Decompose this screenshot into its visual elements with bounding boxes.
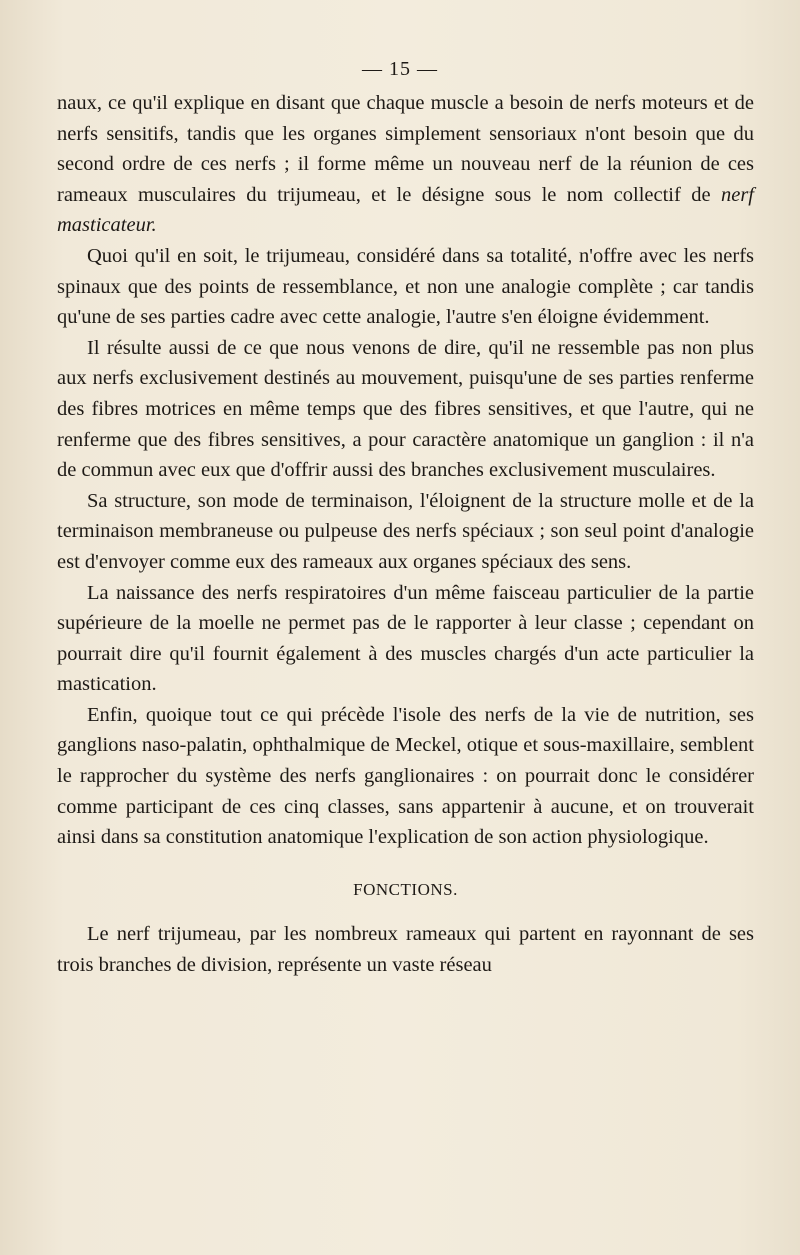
italic-term: nerf masticateur. bbox=[57, 183, 754, 237]
paragraph: Quoi qu'il en soit, le trijumeau, considéré dans sa totalité, n'offre avec les nerfs spinaux que des points de ressemblance, et non une analogie complète ; car tandis qu'une de ses parties cadre avec cette analogie, l'autre s'en éloigne évidemment. bbox=[57, 244, 754, 329]
paragraph: Sa structure, son mode de terminaison, l'éloignent de la structure molle et de la terminaison membraneuse ou pulpeuse des nerfs spéciaux ; son seul point d'analogie est d'envoyer comme eux des rameaux aux organes spéciaux des sens. bbox=[57, 489, 754, 573]
paragraph: Enfin, quoique tout ce qui précède l'isole des nerfs de la vie de nutrition, ses ganglions naso-palatin, ophthalmique de Meckel, otique et sous-maxillaire, semblent le rapprocher du système des nerfs ganglionaires : on pourrait donc le considérer comme participant de ces cinq classes, sans appartenir à aucune, et on trouverait ainsi dans sa constitution anatomique l'explication de son action physiologique. bbox=[57, 703, 754, 849]
paragraph: La naissance des nerfs respiratoires d'un même faisceau particulier de la partie supérieure de la moelle ne permet pas de le rapporter à leur classe ; cependant on pourrait dire qu'il fournit également à des muscles chargés d'un acte particulier la mastication. bbox=[57, 581, 754, 696]
paragraph-continued bbox=[57, 88, 754, 241]
section-heading: FONCTIONS. bbox=[353, 879, 458, 899]
paragraph-final: Le nerf trijumeau, par les nombreux rameaux qui partent en rayonnant de ses trois branches de division, représente un vaste réseau bbox=[57, 923, 754, 977]
paragraph: Il résulte aussi de ce que nous venons de dire, qu'il ne ressemble pas non plus aux nerfs exclusivement destinés au mouvement, puisqu'une de ses parties renferme des fibres motrices en même temps que des fibres sensitives, et que l'autre, qui ne renferme que des fibres sensitives, a pour caractère anatomique un ganglion : il n'a de commun avec eux que d'offrir aussi des branches exclusivement musculaires. bbox=[57, 336, 754, 482]
page-number: — 15 — bbox=[362, 58, 438, 80]
body-text bbox=[57, 88, 754, 981]
paragraph-text: naux, ce qu'il explique en disant que chaque muscle a besoin de nerfs moteurs et de nerfs sensitifs, tandis que les organes simplement sensoriaux n'ont besoin que du second ordre de ces nerfs ; il forme même un nouveau nerf de la réunion de ces rameaux musculaires du trijumeau, et le désigne sous le nom collectif de bbox=[57, 92, 754, 206]
